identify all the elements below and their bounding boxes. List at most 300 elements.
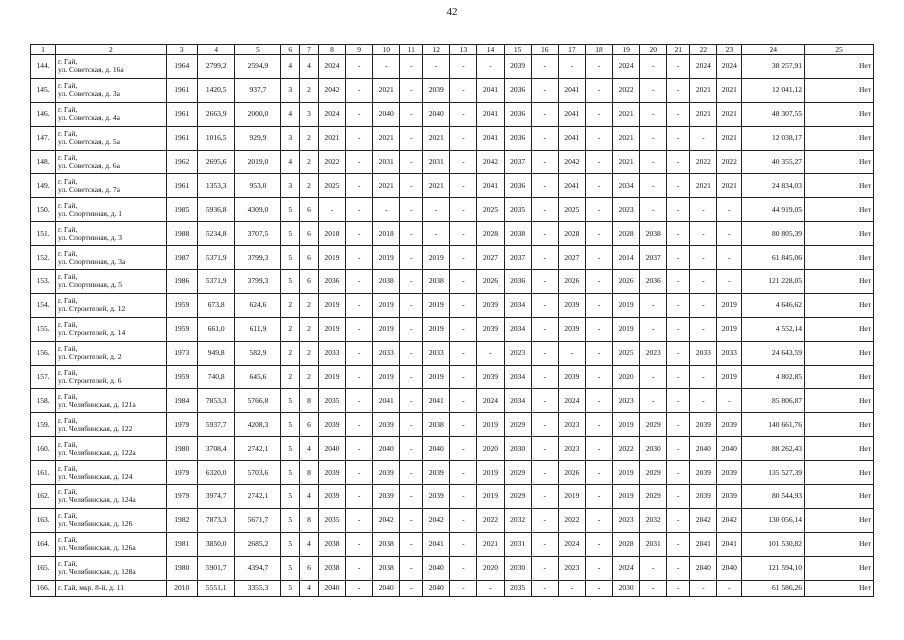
cell-col-16: - (531, 174, 558, 198)
cell-col-9: - (346, 508, 373, 532)
address-cell (56, 437, 167, 461)
cell-col-8: 2033 (318, 341, 345, 365)
cell-col-7: 2 (300, 126, 319, 150)
cell-col-9: - (346, 365, 373, 389)
cell-col-14: - (477, 580, 504, 596)
cell-col-6: 5 (281, 389, 300, 413)
cell-col-23: 2022 (717, 150, 742, 174)
cell-col-8: 2018 (318, 222, 345, 246)
cell-col-9: - (346, 485, 373, 509)
cell-col-5: 4394,7 (235, 556, 281, 580)
cell-col-16: - (531, 270, 558, 294)
column-number-1: 1 (31, 45, 56, 55)
row-number: 157. (31, 365, 56, 389)
address-street: ул. Спортивная, д. 5 (58, 280, 123, 290)
cell-col-4: 1420,5 (197, 78, 235, 102)
address-city: г. Гай, (58, 296, 78, 306)
column-number-25: 25 (805, 45, 874, 55)
cell-col-11: - (400, 126, 423, 150)
cell-col-8: 2024 (318, 55, 345, 79)
cell-col-19: 2024 (613, 55, 640, 79)
cell-col-23: 2033 (717, 341, 742, 365)
address-street: ул. Советская, д. 6а (58, 161, 120, 170)
cell-col-20: - (640, 293, 667, 317)
cell-col-21: - (667, 78, 690, 102)
cell-col-25: Нет (805, 293, 874, 317)
cell-col-25: Нет (805, 198, 874, 222)
cell-col-4: 1016,5 (197, 126, 235, 150)
cell-col-19: 2025 (613, 341, 640, 365)
cell-col-13: - (450, 246, 477, 270)
table-row (31, 55, 874, 79)
row-number: 156. (31, 341, 56, 365)
cell-col-16: - (531, 78, 558, 102)
cell-col-18: - (585, 365, 612, 389)
cell-col-6: 5 (281, 532, 300, 556)
column-number-13: 13 (450, 45, 477, 55)
address-cell (56, 413, 167, 437)
address-cell (56, 317, 167, 341)
cell-col-21: - (667, 317, 690, 341)
cell-col-25: Нет (805, 365, 874, 389)
cell-col-7: 8 (300, 461, 319, 485)
cell-col-24: 88 262,43 (742, 437, 805, 461)
cell-col-23: 2040 (717, 437, 742, 461)
cell-col-15: 2034 (504, 389, 531, 413)
cell-col-13: - (450, 126, 477, 150)
cell-col-12: 2041 (423, 532, 450, 556)
cell-col-14: 2039 (477, 317, 504, 341)
cell-col-17: 2026 (558, 270, 585, 294)
cell-col-21: - (667, 174, 690, 198)
cell-col-22: 2021 (690, 78, 717, 102)
cell-col-24: 12 038,17 (742, 126, 805, 150)
cell-col-7: 6 (300, 556, 319, 580)
cell-col-6: 3 (281, 174, 300, 198)
cell-col-14: 2041 (477, 126, 504, 150)
address-street: ул. Советская, д. 4а (58, 113, 120, 123)
cell-col-16: - (531, 389, 558, 413)
cell-col-24: 4 552,14 (742, 317, 805, 341)
cell-col-24: 130 056,14 (742, 508, 805, 532)
cell-col-4: 5936,8 (197, 198, 235, 222)
cell-col-6: 2 (281, 365, 300, 389)
cell-col-20: - (640, 198, 667, 222)
column-number-22: 22 (690, 45, 717, 55)
cell-col-24: 4 802,85 (742, 365, 805, 389)
table-row (31, 341, 874, 365)
cell-col-19: 2023 (613, 389, 640, 413)
cell-col-23: 2024 (717, 55, 742, 79)
cell-col-24: 24 834,03 (742, 174, 805, 198)
row-number: 166. (31, 580, 56, 596)
cell-col-5: 5766,8 (235, 389, 281, 413)
cell-col-8: 2019 (318, 365, 345, 389)
cell-col-6: 5 (281, 485, 300, 509)
cell-col-9: - (346, 341, 373, 365)
cell-col-21: - (667, 270, 690, 294)
address-city: г. Гай, (58, 176, 78, 186)
cell-col-10: 2019 (373, 246, 400, 270)
address-cell (56, 556, 167, 580)
cell-col-16: - (531, 198, 558, 222)
cell-col-9: - (346, 78, 373, 102)
cell-col-6: 2 (281, 341, 300, 365)
row-number: 161. (31, 461, 56, 485)
cell-col-18: - (585, 126, 612, 150)
cell-col-13: - (450, 389, 477, 413)
cell-col-8: 2019 (318, 246, 345, 270)
address-cell (56, 222, 167, 246)
cell-col-3: 1981 (166, 532, 197, 556)
cell-col-5: 2742,1 (235, 485, 281, 509)
cell-col-6: 2 (281, 293, 300, 317)
cell-col-17: 2023 (558, 437, 585, 461)
row-number: 155. (31, 317, 56, 341)
cell-col-18: - (585, 413, 612, 437)
cell-col-16: - (531, 293, 558, 317)
cell-col-14: 2041 (477, 174, 504, 198)
cell-col-5: 4309,0 (235, 198, 281, 222)
cell-col-20: - (640, 102, 667, 126)
cell-col-6: 5 (281, 556, 300, 580)
cell-col-25: Нет (805, 437, 874, 461)
cell-col-25: Нет (805, 485, 874, 509)
cell-col-4: 2663,9 (197, 102, 235, 126)
cell-col-25: Нет (805, 270, 874, 294)
table-row (31, 102, 874, 126)
cell-col-13: - (450, 485, 477, 509)
cell-col-3: 1987 (166, 246, 197, 270)
row-number: 147. (31, 126, 56, 150)
cell-col-9: - (346, 317, 373, 341)
cell-col-17: 2039 (558, 365, 585, 389)
row-number: 152. (31, 246, 56, 270)
address-cell (56, 508, 167, 532)
cell-col-23: - (717, 222, 742, 246)
cell-col-11: - (400, 55, 423, 79)
cell-col-24: 135 527,39 (742, 461, 805, 485)
cell-col-16: - (531, 126, 558, 150)
cell-col-8: 2019 (318, 317, 345, 341)
table-row (31, 508, 874, 532)
cell-col-11: - (400, 461, 423, 485)
cell-col-19: 2028 (613, 222, 640, 246)
cell-col-3: 1982 (166, 508, 197, 532)
cell-col-12: 2042 (423, 508, 450, 532)
table-row (31, 150, 874, 174)
cell-col-16: - (531, 413, 558, 437)
cell-col-4: 2695,6 (197, 150, 235, 174)
cell-col-5: 953,0 (235, 174, 281, 198)
cell-col-16: - (531, 102, 558, 126)
cell-col-4: 661,0 (197, 317, 235, 341)
address-street: ул. Челябинская, д. 126 (58, 519, 133, 529)
cell-col-22: - (690, 126, 717, 150)
cell-col-4: 3850,0 (197, 532, 235, 556)
cell-col-11: - (400, 222, 423, 246)
address-cell (56, 174, 167, 198)
cell-col-10: 2033 (373, 341, 400, 365)
cell-col-17: - (558, 55, 585, 79)
cell-col-21: - (667, 222, 690, 246)
cell-col-23: - (717, 389, 742, 413)
cell-col-20: - (640, 365, 667, 389)
cell-col-12: 2021 (423, 174, 450, 198)
row-number: 151. (31, 222, 56, 246)
cell-col-22: 2022 (690, 150, 717, 174)
cell-col-10: 2039 (373, 413, 400, 437)
cell-col-8: 2042 (318, 78, 345, 102)
cell-col-21: - (667, 485, 690, 509)
cell-col-17: - (558, 341, 585, 365)
cell-col-11: - (400, 556, 423, 580)
cell-col-5: 929,9 (235, 126, 281, 150)
address-cell (56, 78, 167, 102)
cell-col-17: - (558, 580, 585, 596)
column-number-24: 24 (742, 45, 805, 55)
cell-col-14: 2019 (477, 413, 504, 437)
cell-col-13: - (450, 222, 477, 246)
address-cell (56, 150, 167, 174)
cell-col-24: 121 228,05 (742, 270, 805, 294)
cell-col-13: - (450, 174, 477, 198)
row-number: 146. (31, 102, 56, 126)
cell-col-16: - (531, 150, 558, 174)
cell-col-11: - (400, 413, 423, 437)
cell-col-5: 2594,9 (235, 55, 281, 79)
column-number-16: 16 (531, 45, 558, 55)
cell-col-24: 101 530,82 (742, 532, 805, 556)
cell-col-8: 2039 (318, 485, 345, 509)
cell-col-18: - (585, 508, 612, 532)
cell-col-22: - (690, 293, 717, 317)
cell-col-4: 7853,3 (197, 389, 235, 413)
table-row (31, 389, 874, 413)
cell-col-3: 1988 (166, 222, 197, 246)
cell-col-11: - (400, 150, 423, 174)
cell-col-23: - (717, 198, 742, 222)
cell-col-19: 2024 (613, 556, 640, 580)
cell-col-18: - (585, 150, 612, 174)
cell-col-3: 1961 (166, 102, 197, 126)
cell-col-7: 6 (300, 198, 319, 222)
address-street: ул. Строителей, д. 6 (58, 376, 122, 386)
cell-col-4: 5371,9 (197, 270, 235, 294)
cell-col-19: 2028 (613, 532, 640, 556)
cell-col-17: 2028 (558, 222, 585, 246)
cell-col-15: 2036 (504, 270, 531, 294)
cell-col-16: - (531, 532, 558, 556)
table-row (31, 174, 874, 198)
cell-col-19: 2022 (613, 437, 640, 461)
cell-col-11: - (400, 293, 423, 317)
cell-col-5: 2685,2 (235, 532, 281, 556)
column-number-7: 7 (300, 45, 319, 55)
cell-col-10: 2021 (373, 174, 400, 198)
cell-col-10: 2040 (373, 437, 400, 461)
cell-col-19: 2019 (613, 293, 640, 317)
cell-col-7: 2 (300, 150, 319, 174)
cell-col-3: 1959 (166, 293, 197, 317)
cell-col-21: - (667, 150, 690, 174)
cell-col-10: 2040 (373, 102, 400, 126)
column-number-19: 19 (613, 45, 640, 55)
cell-col-13: - (450, 413, 477, 437)
address-cell (56, 389, 167, 413)
address-street: ул. Челябинская, д. 124 (58, 471, 133, 481)
cell-col-20: 2032 (640, 508, 667, 532)
address-city: г. Гай, (58, 559, 78, 569)
cell-col-15: 2038 (504, 222, 531, 246)
address-city: г. Гай, (58, 344, 78, 354)
address-city: г. Гай, (58, 535, 78, 545)
address-city: г. Гай, (58, 439, 78, 449)
cell-col-6: 5 (281, 246, 300, 270)
cell-col-8: 2019 (318, 293, 345, 317)
cell-col-9: - (346, 413, 373, 437)
cell-col-7: 2 (300, 78, 319, 102)
table-row (31, 78, 874, 102)
address-street: ул. Спортивная, д. 3а (58, 256, 126, 266)
cell-col-15: 2034 (504, 317, 531, 341)
cell-col-20: - (640, 150, 667, 174)
cell-col-7: 4 (300, 437, 319, 461)
cell-col-8: - (318, 198, 345, 222)
cell-col-15: 2034 (504, 365, 531, 389)
table-row (31, 126, 874, 150)
cell-col-5: 3799,3 (235, 270, 281, 294)
cell-col-22: - (690, 389, 717, 413)
cell-col-10: 2021 (373, 78, 400, 102)
cell-col-14: 2027 (477, 246, 504, 270)
cell-col-8: 2021 (318, 126, 345, 150)
cell-col-13: - (450, 580, 477, 596)
cell-col-13: - (450, 150, 477, 174)
address-city: г. Гай, (58, 487, 78, 497)
cell-col-12: 2039 (423, 78, 450, 102)
cell-col-25: Нет (805, 413, 874, 437)
cell-col-9: - (346, 126, 373, 150)
table-row (31, 293, 874, 317)
cell-col-20: - (640, 556, 667, 580)
cell-col-8: 2038 (318, 556, 345, 580)
cell-col-12: 2021 (423, 126, 450, 150)
cell-col-13: - (450, 437, 477, 461)
cell-col-11: - (400, 580, 423, 596)
cell-col-25: Нет (805, 126, 874, 150)
cell-col-21: - (667, 461, 690, 485)
address-cell (56, 126, 167, 150)
cell-col-9: - (346, 246, 373, 270)
cell-col-9: - (346, 150, 373, 174)
cell-col-23: 2021 (717, 174, 742, 198)
cell-col-15: 2029 (504, 485, 531, 509)
cell-col-9: - (346, 437, 373, 461)
cell-col-21: - (667, 532, 690, 556)
table-row (31, 270, 874, 294)
cell-col-10: 2031 (373, 150, 400, 174)
cell-col-22: - (690, 270, 717, 294)
cell-col-21: - (667, 246, 690, 270)
cell-col-4: 949,8 (197, 341, 235, 365)
cell-col-19: 2023 (613, 508, 640, 532)
cell-col-25: Нет (805, 317, 874, 341)
cell-col-6: 5 (281, 222, 300, 246)
cell-col-17: 2041 (558, 174, 585, 198)
cell-col-16: - (531, 556, 558, 580)
cell-col-22: 2040 (690, 556, 717, 580)
row-number: 145. (31, 78, 56, 102)
cell-col-8: 2035 (318, 508, 345, 532)
address-cell (56, 580, 167, 596)
address-city: г. Гай, (58, 368, 78, 378)
address-city: г. Гай, (58, 105, 78, 115)
address-street: ул. Челябинская, д. 128а (58, 567, 136, 577)
cell-col-20: 2029 (640, 413, 667, 437)
cell-col-16: - (531, 365, 558, 389)
cell-col-10: 2019 (373, 365, 400, 389)
cell-col-4: 5371,9 (197, 246, 235, 270)
row-number: 158. (31, 389, 56, 413)
cell-col-21: - (667, 55, 690, 79)
address-city: г. Гай, (58, 511, 78, 521)
cell-col-21: - (667, 437, 690, 461)
cell-col-14: 2041 (477, 78, 504, 102)
cell-col-14: 2042 (477, 150, 504, 174)
cell-col-8: 2039 (318, 461, 345, 485)
cell-col-9: - (346, 222, 373, 246)
cell-col-12: 2040 (423, 437, 450, 461)
column-number-10: 10 (373, 45, 400, 55)
cell-col-15: 2030 (504, 437, 531, 461)
column-number-14: 14 (477, 45, 504, 55)
cell-col-25: Нет (805, 580, 874, 596)
cell-col-7: 6 (300, 413, 319, 437)
cell-col-24: 80 805,39 (742, 222, 805, 246)
table-row (31, 532, 874, 556)
cell-col-17: 2041 (558, 102, 585, 126)
address-cell (56, 365, 167, 389)
cell-col-21: - (667, 293, 690, 317)
cell-col-12: 2040 (423, 102, 450, 126)
cell-col-15: 2037 (504, 150, 531, 174)
cell-col-12: 2039 (423, 461, 450, 485)
cell-col-15: 2030 (504, 556, 531, 580)
cell-col-19: 2019 (613, 413, 640, 437)
table-row (31, 556, 874, 580)
row-number: 153. (31, 270, 56, 294)
cell-col-7: 6 (300, 270, 319, 294)
row-number: 144. (31, 55, 56, 79)
cell-col-21: - (667, 341, 690, 365)
cell-col-18: - (585, 556, 612, 580)
cell-col-4: 3974,7 (197, 485, 235, 509)
cell-col-14: 2025 (477, 198, 504, 222)
cell-col-25: Нет (805, 508, 874, 532)
address-street: ул. Челябинская, д. 126а (58, 543, 136, 553)
cell-col-23: 2021 (717, 102, 742, 126)
cell-col-12: 2031 (423, 150, 450, 174)
row-number: 165. (31, 556, 56, 580)
cell-col-17: 2042 (558, 150, 585, 174)
cell-col-4: 6320,0 (197, 461, 235, 485)
cell-col-13: - (450, 532, 477, 556)
cell-col-25: Нет (805, 246, 874, 270)
column-number-3: 3 (166, 45, 197, 55)
cell-col-20: 2029 (640, 461, 667, 485)
cell-col-10: 2039 (373, 485, 400, 509)
